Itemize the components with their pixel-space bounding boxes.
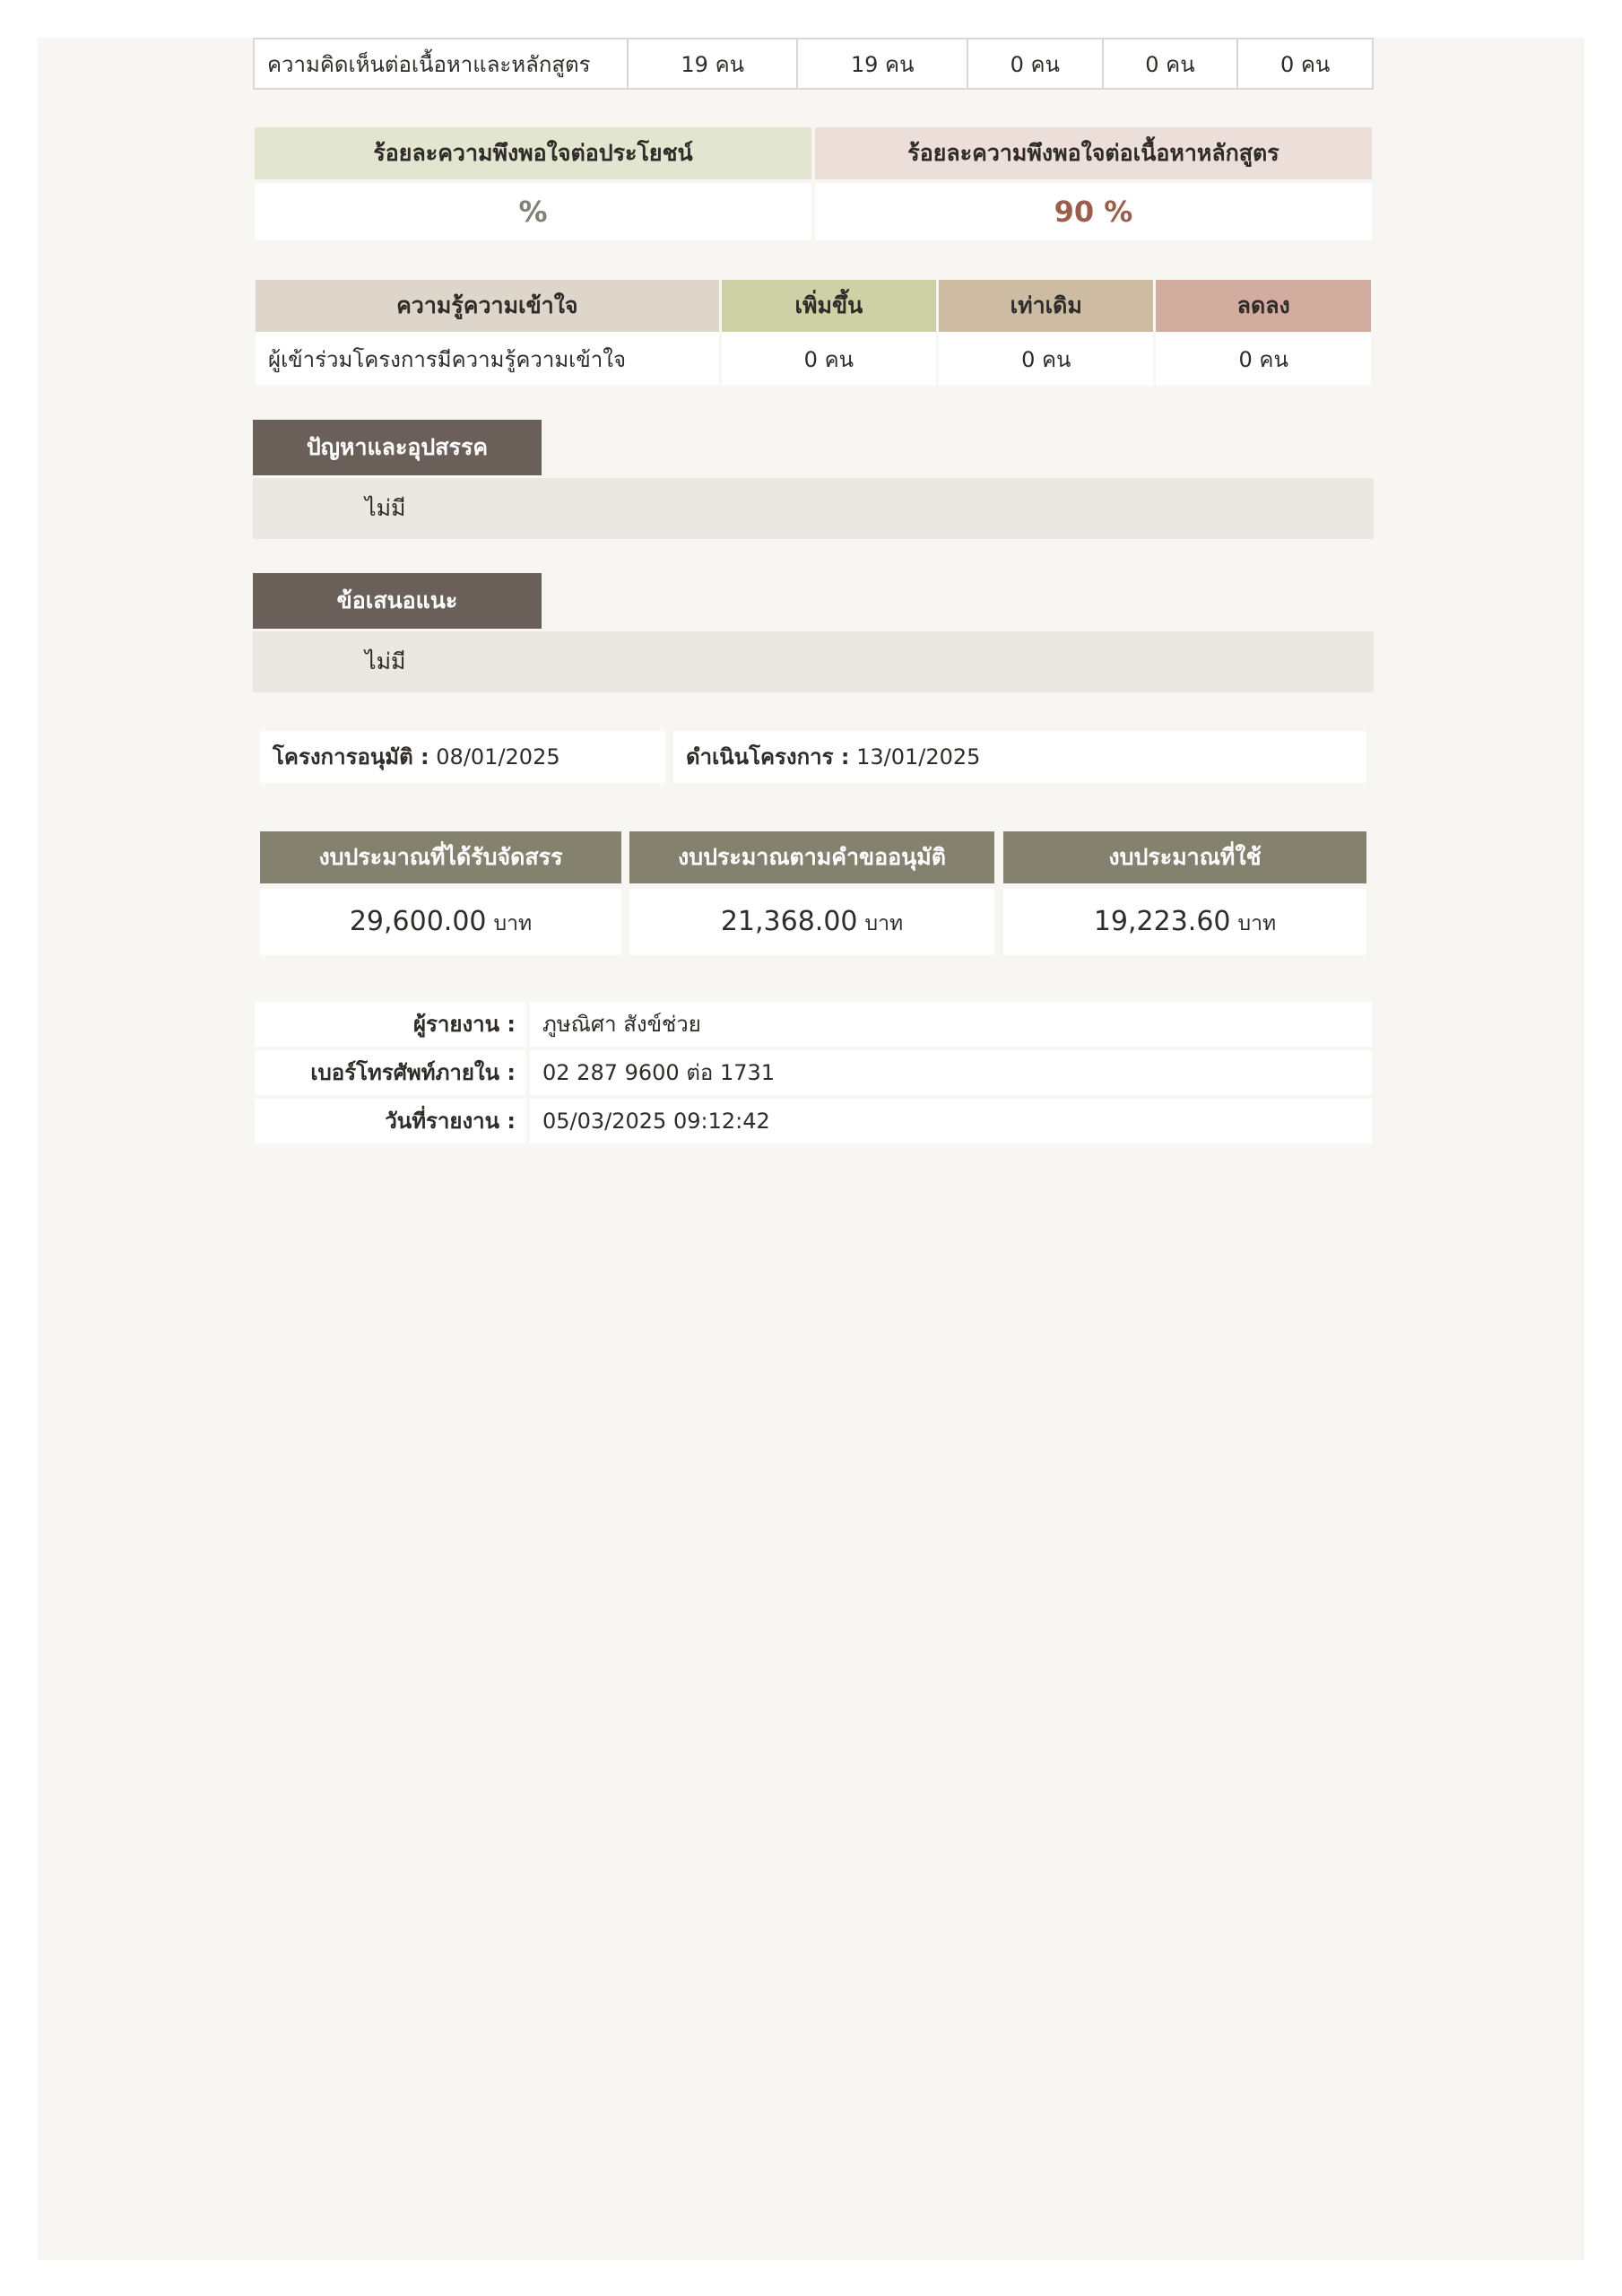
budget-used-value-box (1003, 889, 1366, 955)
satisfaction-benefit (255, 127, 811, 240)
budget-allocated-value: 29,600.00 (349, 906, 487, 937)
satisfaction-benefit-header: ร้อยละความพึงพอใจต่อประโยชน์ (255, 127, 811, 179)
satisfaction-content-value: 90 % (815, 183, 1372, 240)
knowledge-header-decrease: ลดลง (1156, 280, 1371, 332)
reporter-phone-row (255, 1050, 1372, 1095)
satisfaction-benefit-value: % (255, 183, 811, 240)
opinion-value: 19 คน (797, 39, 967, 89)
report-page (38, 38, 1584, 2260)
table-row (256, 332, 1371, 386)
budget-used-header: งบประมาณที่ใช้ (1003, 831, 1366, 883)
approved-date-label: โครงการอนุมัติ : (273, 744, 429, 770)
budget-requested-header: งบประมาณตามคำขออนุมัติ (629, 831, 994, 883)
knowledge-header-row (256, 280, 1371, 332)
reporter-phone-value: 02 287 9600 ต่อ 1731 (530, 1050, 1372, 1095)
opinion-value: 0 คน (1237, 39, 1373, 89)
reporter-phone-label: เบอร์โทรศัพท์ภายใน : (255, 1050, 526, 1095)
budget-unit: บาท (1237, 912, 1277, 935)
problems-text: ไม่มี (253, 478, 1374, 539)
executed-date-value: 13/01/2025 (856, 744, 981, 770)
satisfaction-content (815, 127, 1372, 240)
knowledge-table (253, 280, 1374, 386)
budget-unit: บาท (864, 912, 904, 935)
opinion-label: ความคิดเห็นต่อเนื้อหาและหลักสูตร (254, 39, 628, 89)
problems-title: ปัญหาและอุปสรรค (253, 420, 542, 475)
reporter-name-label: ผู้รายงาน : (255, 1002, 526, 1047)
opinion-table (253, 38, 1374, 90)
table-row (254, 39, 1373, 89)
budget-allocated (260, 831, 621, 955)
executed-date-label: ดำเนินโครงการ : (686, 744, 850, 770)
report-date-label: วันที่รายงาน : (255, 1099, 526, 1144)
opinion-value: 19 คน (628, 39, 797, 89)
report-date-value: 05/03/2025 09:12:42 (530, 1099, 1372, 1144)
budget-requested (629, 831, 994, 955)
knowledge-header: ความรู้ความเข้าใจ (256, 280, 719, 332)
opinion-value: 0 คน (1103, 39, 1238, 89)
approved-date-value: 08/01/2025 (436, 744, 560, 770)
reporter-name-row (255, 1002, 1372, 1047)
budget-used (1003, 831, 1366, 955)
suggestions-title: ข้อเสนอแนะ (253, 573, 542, 629)
knowledge-value: 0 คน (722, 332, 936, 386)
suggestions-text: ไม่มี (253, 631, 1374, 692)
budget-used-value: 19,223.60 (1093, 906, 1231, 937)
opinion-value: 0 คน (967, 39, 1103, 89)
budget-allocated-value-box (260, 889, 621, 955)
budget-requested-value: 21,368.00 (720, 906, 858, 937)
reporter-section (255, 1002, 1372, 1147)
approved-date (260, 731, 665, 783)
knowledge-value: 0 คน (939, 332, 1153, 386)
budget-requested-value-box (629, 889, 994, 955)
executed-date (673, 731, 1366, 783)
knowledge-row-label: ผู้เข้าร่วมโครงการมีความรู้ความเข้าใจ (256, 332, 719, 386)
knowledge-header-increase: เพิ่มขึ้น (722, 280, 936, 332)
budget-allocated-header: งบประมาณที่ได้รับจัดสรร (260, 831, 621, 883)
satisfaction-content-header: ร้อยละความพึงพอใจต่อเนื้อหาหลักสูตร (815, 127, 1372, 179)
knowledge-value: 0 คน (1156, 332, 1371, 386)
budget-unit: บาท (493, 912, 533, 935)
reporter-date-row (255, 1099, 1372, 1144)
knowledge-header-same: เท่าเดิม (939, 280, 1153, 332)
reporter-name-value: ภูษณิศา สังข์ช่วย (530, 1002, 1372, 1047)
